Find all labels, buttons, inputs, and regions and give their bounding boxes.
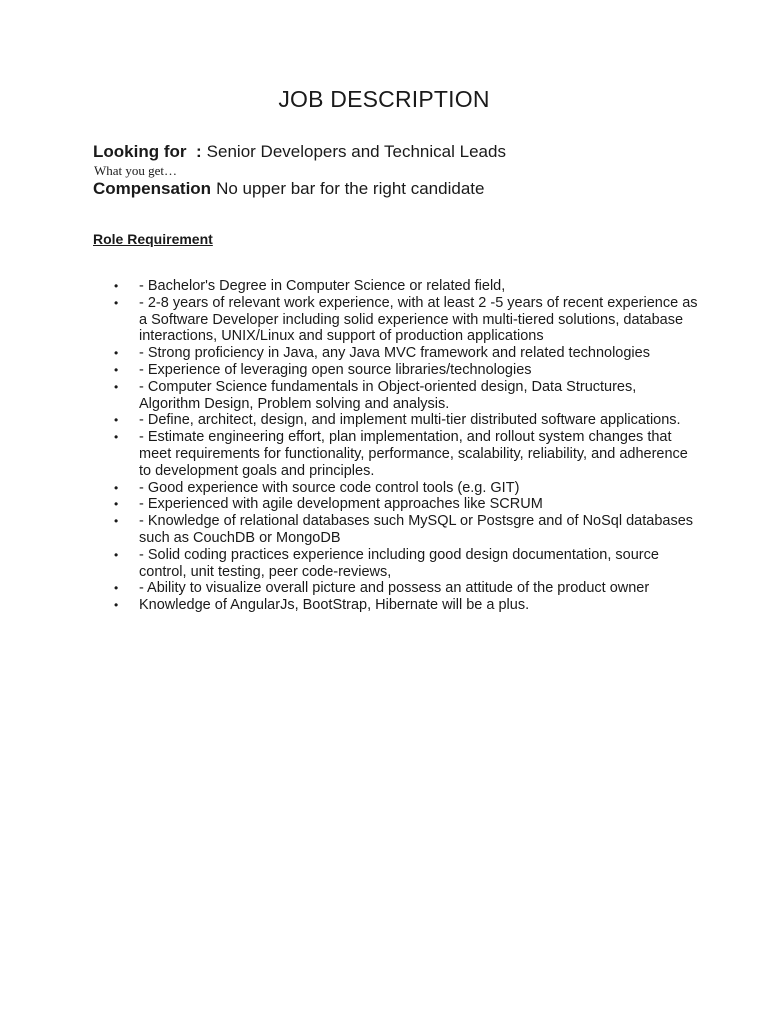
what-you-get-text: What you get… xyxy=(94,163,178,178)
requirement-item: • - Ability to visualize overall picture and possess an attitude of the product owner xyxy=(139,580,699,597)
looking-for-label: Looking for xyxy=(93,142,187,161)
compensation-line xyxy=(93,179,484,199)
requirement-item: • - Knowledge of relational databases such MySQL or Postsgre and of NoSql databases such as CouchDB or MongoDB xyxy=(139,513,699,547)
requirement-item: • - Define, architect, design, and implement multi-tier distributed software applications. xyxy=(139,412,699,429)
compensation-label: Compensation xyxy=(93,179,212,198)
requirement-item: • - Experience of leveraging open source libraries/technologies xyxy=(139,362,699,379)
requirement-item: • - Experienced with agile development approaches like SCRUM xyxy=(139,496,699,513)
requirement-item: • - 2-8 years of relevant work experience, with at least 2 -5 years of recent experience as a Software Developer including solid experience with multi-tiered solutions, database interactions, UNIX/Linux and support of production applications xyxy=(139,295,699,345)
requirement-item: • - Good experience with source code control tools (e.g. GIT) xyxy=(139,480,699,497)
role-requirement-heading: Role Requirement xyxy=(93,231,213,247)
looking-for-colon: : xyxy=(196,142,202,161)
requirement-item: • - Strong proficiency in Java, any Java MVC framework and related technologies xyxy=(139,345,699,362)
requirement-item: • - Computer Science fundamentals in Object-oriented design, Data Structures, Algorithm Design, Problem solving and analysis. xyxy=(139,379,699,413)
looking-for-line xyxy=(93,142,506,162)
page-title: JOB DESCRIPTION xyxy=(278,86,490,112)
requirement-item: • - Solid coding practices experience including good design documentation, source control, unit testing, peer code-reviews, xyxy=(139,547,699,581)
requirement-item: • - Bachelor's Degree in Computer Science or related field, xyxy=(139,278,699,295)
requirements-list xyxy=(139,278,699,614)
looking-for-value: Senior Developers and Technical Leads xyxy=(206,142,506,161)
requirement-item: • Knowledge of AngularJs, BootStrap, Hibernate will be a plus. xyxy=(139,597,699,614)
compensation-value: No upper bar for the right candidate xyxy=(216,179,485,198)
requirement-item: • - Estimate engineering effort, plan implementation, and rollout system changes that meet requirements for functionality, performance, scalability, reliability, and adherence to development goals and principles. xyxy=(139,429,699,479)
